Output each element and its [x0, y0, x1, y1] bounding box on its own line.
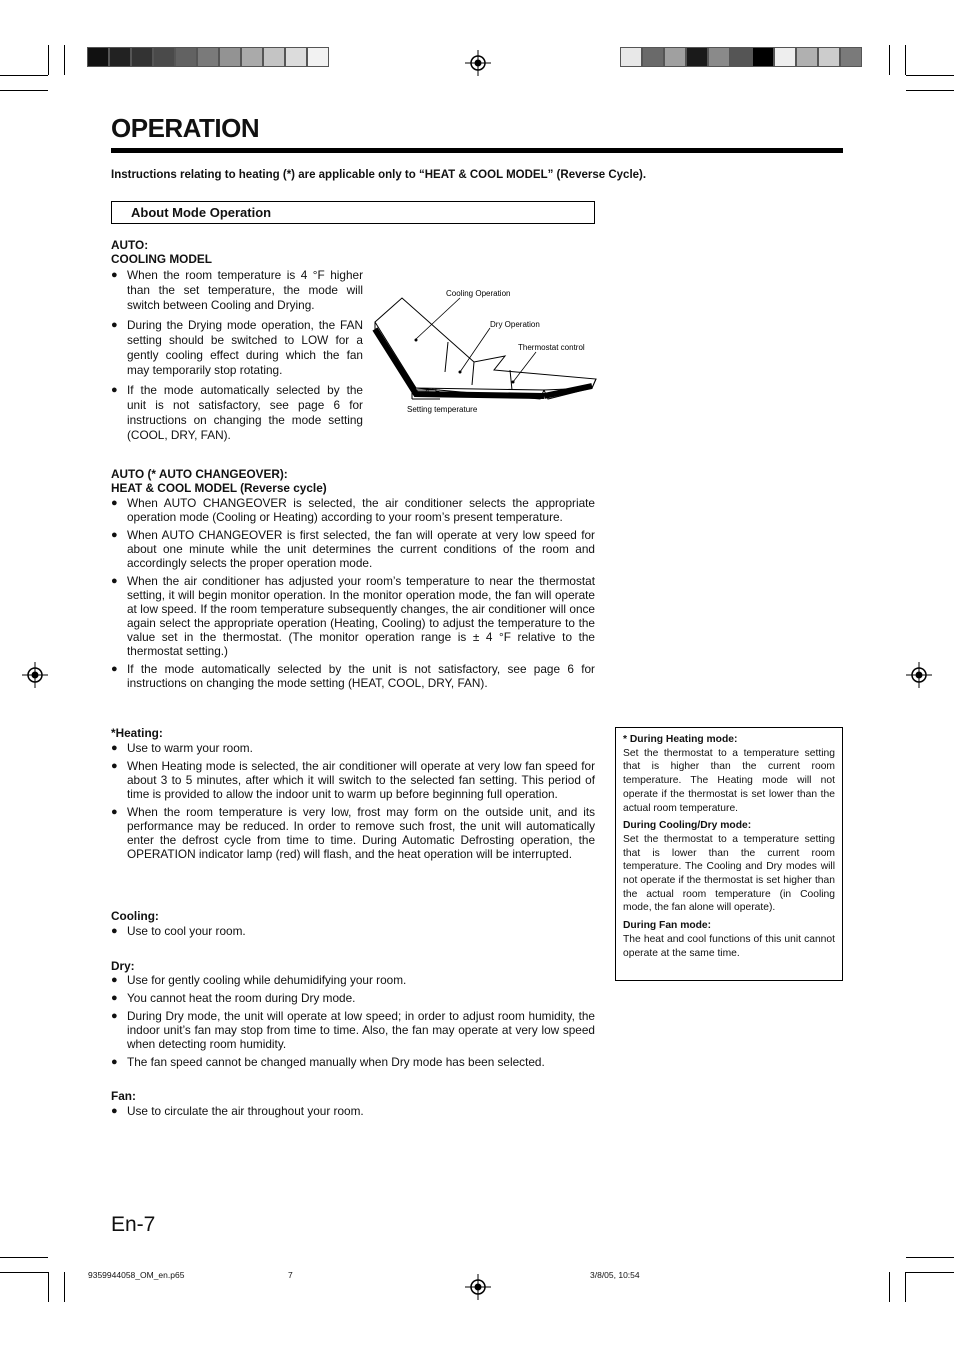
note-heating-title: * During Heating mode:: [623, 734, 738, 745]
list-item: ● Use for gently cooling while dehumidifying your room.: [111, 973, 595, 987]
footer-file: 9359944058_OM_en.p65: [88, 1270, 185, 1280]
registration-mark-left-icon: [22, 662, 48, 688]
heating-heading: *Heating:: [111, 726, 163, 740]
color-swatch: [620, 47, 642, 67]
registration-mark-bottom-icon: [465, 1274, 491, 1300]
color-swatch: [153, 47, 175, 67]
dry-heading: Dry:: [111, 959, 135, 973]
list-item: ● When the room temperature is 4 °F higher than the set temperature, the mode will switch between Cooling and Drying.: [111, 268, 363, 313]
auto-heading: AUTO:: [111, 238, 149, 252]
list-item: ● When AUTO CHANGEOVER is selected, the air conditioner selects the appropriate operation mode (Cooling or Heating) according to your room’s present temperature.: [111, 496, 595, 524]
footer-page: 7: [288, 1270, 293, 1280]
list-item: ● When Heating mode is selected, the air conditioner will operate at very low fan speed for about 3 to 5 minutes, after which it will switch to the selected fan setting. This period of time is provided to allow the indoor unit to warm up before beginning full operation.: [111, 759, 595, 801]
color-swatch: [87, 47, 109, 67]
list-item: ● If the mode automatically selected by the unit is not satisfactory, see page 6 for instructions on changing the mode setting (COOL, DRY, FAN).: [111, 383, 363, 443]
heating-section: [111, 726, 595, 865]
diagram-label-cooling: Cooling Operation: [446, 289, 511, 298]
color-bar-left: [87, 47, 329, 67]
title-rule: [111, 148, 843, 153]
fan-section: [111, 1089, 595, 1122]
note-fan-title: During Fan mode:: [623, 920, 712, 932]
color-swatch: [109, 47, 131, 67]
color-swatch: [686, 47, 708, 67]
dry-section: [111, 959, 595, 1073]
intro-note: Instructions relating to heating (*) are applicable only to “HEAT & COOL MODEL” (Reverse Cycle).: [111, 169, 647, 181]
section-title: About Mode Operation: [111, 201, 595, 224]
note-cooling-text: Set the thermostat to a temperature setting that is lower than the current room temperature. The Cooling and Dry modes will not operate if the thermostat is set higher than the actual room temperature (in Cooling mode, the fan alone will operate).: [623, 833, 835, 914]
auto-section: [111, 238, 363, 447]
fan-heading: Fan:: [111, 1089, 136, 1103]
list-item: ● When the air conditioner has adjusted your room’s temperature to near the thermostat setting, it will begin monitor operation. In the monitor operation mode, the fan will operate at low speed. If the room temperature subsequently changes, the air conditioner will once again select the appropriate operation (Heating, Cooling) to adjust the temperature to the value set in the thermostat. (The monitor operation range is ± 4 °F relative to the thermostat setting.): [111, 574, 595, 658]
color-swatch: [197, 47, 219, 67]
cooling-section: [111, 909, 595, 942]
registration-mark-right-icon: [906, 662, 932, 688]
list-item: ● Use to circulate the air throughout your room.: [111, 1104, 595, 1118]
footer-date: 3/8/05, 10:54: [590, 1270, 640, 1280]
list-item: ● You cannot heat the room during Dry mode.: [111, 991, 595, 1005]
page-number: En-7: [111, 1213, 156, 1236]
auto-changeover-section: [111, 467, 595, 694]
diagram-label-4f: 4 °F: [425, 387, 440, 396]
mode-diagram: [372, 284, 597, 419]
list-item: ● Use to cool your room.: [111, 924, 595, 938]
color-swatch: [642, 47, 664, 67]
color-swatch: [175, 47, 197, 67]
mode-notes-box: [615, 727, 843, 981]
auto-subheading: COOLING MODEL: [111, 252, 212, 266]
color-swatch: [131, 47, 153, 67]
color-swatch: [796, 47, 818, 67]
color-swatch: [818, 47, 840, 67]
cooling-heading: Cooling:: [111, 909, 159, 923]
diagram-label-thermostat: Thermostat control: [518, 343, 585, 352]
color-swatch: [774, 47, 796, 67]
list-item: ● If the mode automatically selected by the unit is not satisfactory, see page 6 for instructions on changing the mode setting (HEAT, COOL, DRY, FAN).: [111, 662, 595, 690]
note-cooling-title: During Cooling/Dry mode:: [623, 820, 752, 832]
list-item: ● When the room temperature is very low, frost may form on the outside unit, and its performance may be reduced. In order to remove such frost, the unit will automatically enter the defrost cycle from time to time. During Automatic Defrosting operation, the OPERATION indicator lamp (red) will flash, and the heat operation will be interrupted.: [111, 805, 595, 861]
note-heating-text: Set the thermostat to a temperature setting that is higher than the current room temperature. The Heating mode will not operate if the thermostat is set lower than the actual room temperature.: [623, 747, 835, 814]
color-swatch: [752, 47, 774, 67]
color-swatch: [263, 47, 285, 67]
color-swatch: [219, 47, 241, 67]
registration-mark-top-icon: [465, 50, 491, 76]
color-swatch: [241, 47, 263, 67]
diagram-label-dry: Dry Operation: [490, 320, 540, 329]
list-item: ● During Dry mode, the unit will operate at low speed; in order to adjust room humidity, the indoor unit’s fan may stop from time to time. Also, the fan may operate at very low speed when detecting room humidity.: [111, 1009, 595, 1051]
color-swatch: [285, 47, 307, 67]
auto-changeover-heading: AUTO (* AUTO CHANGEOVER):: [111, 467, 288, 481]
auto-changeover-subheading: HEAT & COOL MODEL (Reverse cycle): [111, 481, 327, 495]
list-item: ● During the Drying mode operation, the FAN setting should be switched to LOW for a gently cooling effect during which the fan may temporarily stop rotating.: [111, 318, 363, 378]
list-item: ● The fan speed cannot be changed manually when Dry mode has been selected.: [111, 1055, 595, 1069]
color-bar-right: [620, 47, 862, 67]
page-title: OPERATION: [111, 113, 260, 143]
color-swatch: [708, 47, 730, 67]
color-swatch: [730, 47, 752, 67]
list-item: ● Use to warm your room.: [111, 741, 595, 755]
list-item: ● When AUTO CHANGEOVER is first selected, the fan will operate at very low speed for about one minute while the unit determines the current conditions of the room and accordingly selects the proper operation mode.: [111, 528, 595, 570]
color-swatch: [307, 47, 329, 67]
color-swatch: [664, 47, 686, 67]
color-swatch: [840, 47, 862, 67]
note-fan-text: The heat and cool functions of this unit cannot operate at the same time.: [623, 933, 835, 959]
diagram-label-setting: Setting temperature: [407, 405, 478, 414]
